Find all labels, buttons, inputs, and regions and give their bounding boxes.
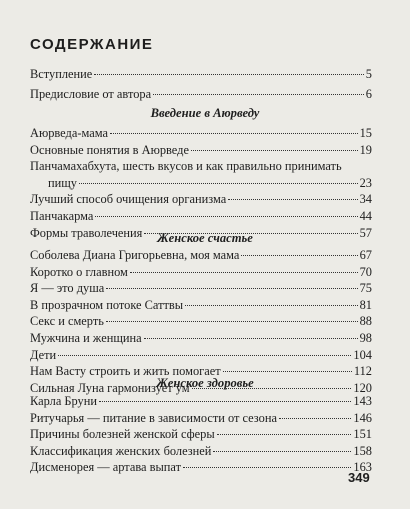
dot-leader xyxy=(279,418,351,419)
entry-page: 34 xyxy=(359,192,372,207)
toc-entry[interactable] xyxy=(30,426,372,443)
section-list xyxy=(30,125,372,241)
entry-title: Дисменорея — артава выпат xyxy=(30,460,182,475)
entry-title: Формы траволечения xyxy=(30,225,143,240)
entry-title: Мужчина и женщина xyxy=(30,330,142,345)
dot-leader xyxy=(213,451,351,452)
dot-leader xyxy=(95,216,357,217)
dot-leader xyxy=(228,199,357,200)
entry-title: Предисловие от автора xyxy=(30,86,152,101)
entry-title: Нам Васту строить и жить помогает xyxy=(30,364,221,379)
entry-page: 88 xyxy=(359,314,372,329)
entry-page: 143 xyxy=(353,394,372,408)
toc-entry[interactable] xyxy=(30,280,372,297)
toc-entry[interactable] xyxy=(30,86,372,103)
dot-leader xyxy=(110,133,358,134)
dot-leader xyxy=(106,321,358,322)
toc-entry[interactable] xyxy=(30,264,372,281)
front-matter-list xyxy=(30,66,372,102)
dot-leader xyxy=(153,94,364,95)
entry-page: 120 xyxy=(353,380,372,395)
section-list xyxy=(30,247,372,396)
toc-entry[interactable] xyxy=(30,66,372,83)
entry-page: 163 xyxy=(353,460,372,475)
section-title: Введение в Аюрведу xyxy=(150,106,260,120)
entry-page: 70 xyxy=(359,264,372,279)
toc-entry[interactable] xyxy=(30,443,372,460)
dot-leader xyxy=(79,183,358,184)
entry-title: Карла Бруни xyxy=(30,394,98,408)
entry-title: Секс и смерть xyxy=(30,314,104,329)
entry-page: 98 xyxy=(359,330,372,345)
section-title: Женское счастье xyxy=(157,231,253,245)
toc-entry[interactable] xyxy=(30,347,372,364)
entry-page: 44 xyxy=(359,208,372,223)
toc-entry[interactable] xyxy=(30,142,372,159)
entry-title: Ритучарья — питание в зависимости от сезона xyxy=(30,410,277,425)
toc-entry[interactable] xyxy=(30,191,372,208)
entry-page: 5 xyxy=(365,67,372,81)
toc-heading: СОДЕРЖАНИЕ xyxy=(30,36,154,53)
entry-title: Сильная Луна гармонизует ум xyxy=(30,380,190,395)
entry-title: пищу xyxy=(48,175,77,190)
toc-entry[interactable] xyxy=(30,208,372,225)
entry-title: Аюрведа-мама xyxy=(30,126,108,140)
toc-entry[interactable] xyxy=(30,459,372,476)
toc-entry[interactable] xyxy=(30,247,372,264)
dot-leader xyxy=(185,305,358,306)
entry-title-line1: Панчамахабхута, шесть вкусов и как правильно принимать xyxy=(30,159,342,174)
dot-leader xyxy=(130,272,358,273)
entry-title: Причины болезней женской сферы xyxy=(30,427,215,442)
toc-entry[interactable] xyxy=(30,297,372,314)
dot-leader xyxy=(94,74,364,75)
dot-leader xyxy=(191,150,358,151)
entry-title: Вступление xyxy=(30,67,93,81)
entry-title: Лучший способ очищения организма xyxy=(30,192,227,207)
entry-page: 67 xyxy=(359,248,372,262)
entry-title: Классификация женских болезней xyxy=(30,443,212,458)
dot-leader xyxy=(58,355,351,356)
entry-page: 104 xyxy=(353,347,372,362)
dot-leader xyxy=(241,255,357,256)
toc-entry[interactable] xyxy=(30,393,372,410)
dot-leader xyxy=(144,338,358,339)
entry-title: В прозрачном потоке Саттвы xyxy=(30,297,184,312)
toc-entry[interactable] xyxy=(30,125,372,142)
dot-leader xyxy=(106,288,357,289)
entry-title: Я — это душа xyxy=(30,281,105,296)
entry-page: 151 xyxy=(353,427,372,442)
entry-title: Коротко о главном xyxy=(30,264,128,279)
dot-leader xyxy=(183,467,351,468)
dot-leader xyxy=(217,434,352,435)
toc-entry[interactable] xyxy=(30,410,372,427)
page-number: 349 xyxy=(348,470,370,485)
entry-page: 6 xyxy=(365,86,372,101)
section-title: Женское здоровье xyxy=(156,376,254,390)
entry-title: Основные понятия в Аюрведе xyxy=(30,142,189,157)
dot-leader xyxy=(223,371,352,372)
dot-leader xyxy=(99,401,351,402)
entry-page: 81 xyxy=(359,297,372,312)
toc-entry-multiline[interactable] xyxy=(30,158,372,191)
entry-page: 112 xyxy=(353,364,372,379)
entry-page: 19 xyxy=(359,142,372,157)
entry-title: Дети xyxy=(30,347,57,362)
entry-title: Соболева Диана Григорьевна, моя мама xyxy=(30,248,240,262)
entry-page: 23 xyxy=(359,175,372,190)
toc-entry[interactable] xyxy=(30,313,372,330)
section-list xyxy=(30,393,372,476)
entry-page: 146 xyxy=(353,410,372,425)
entry-title: Панчакарма xyxy=(30,208,94,223)
entry-page: 57 xyxy=(359,225,372,240)
entry-page: 75 xyxy=(359,281,372,296)
entry-page: 158 xyxy=(353,443,372,458)
toc-entry[interactable] xyxy=(30,330,372,347)
entry-page: 15 xyxy=(359,126,372,140)
